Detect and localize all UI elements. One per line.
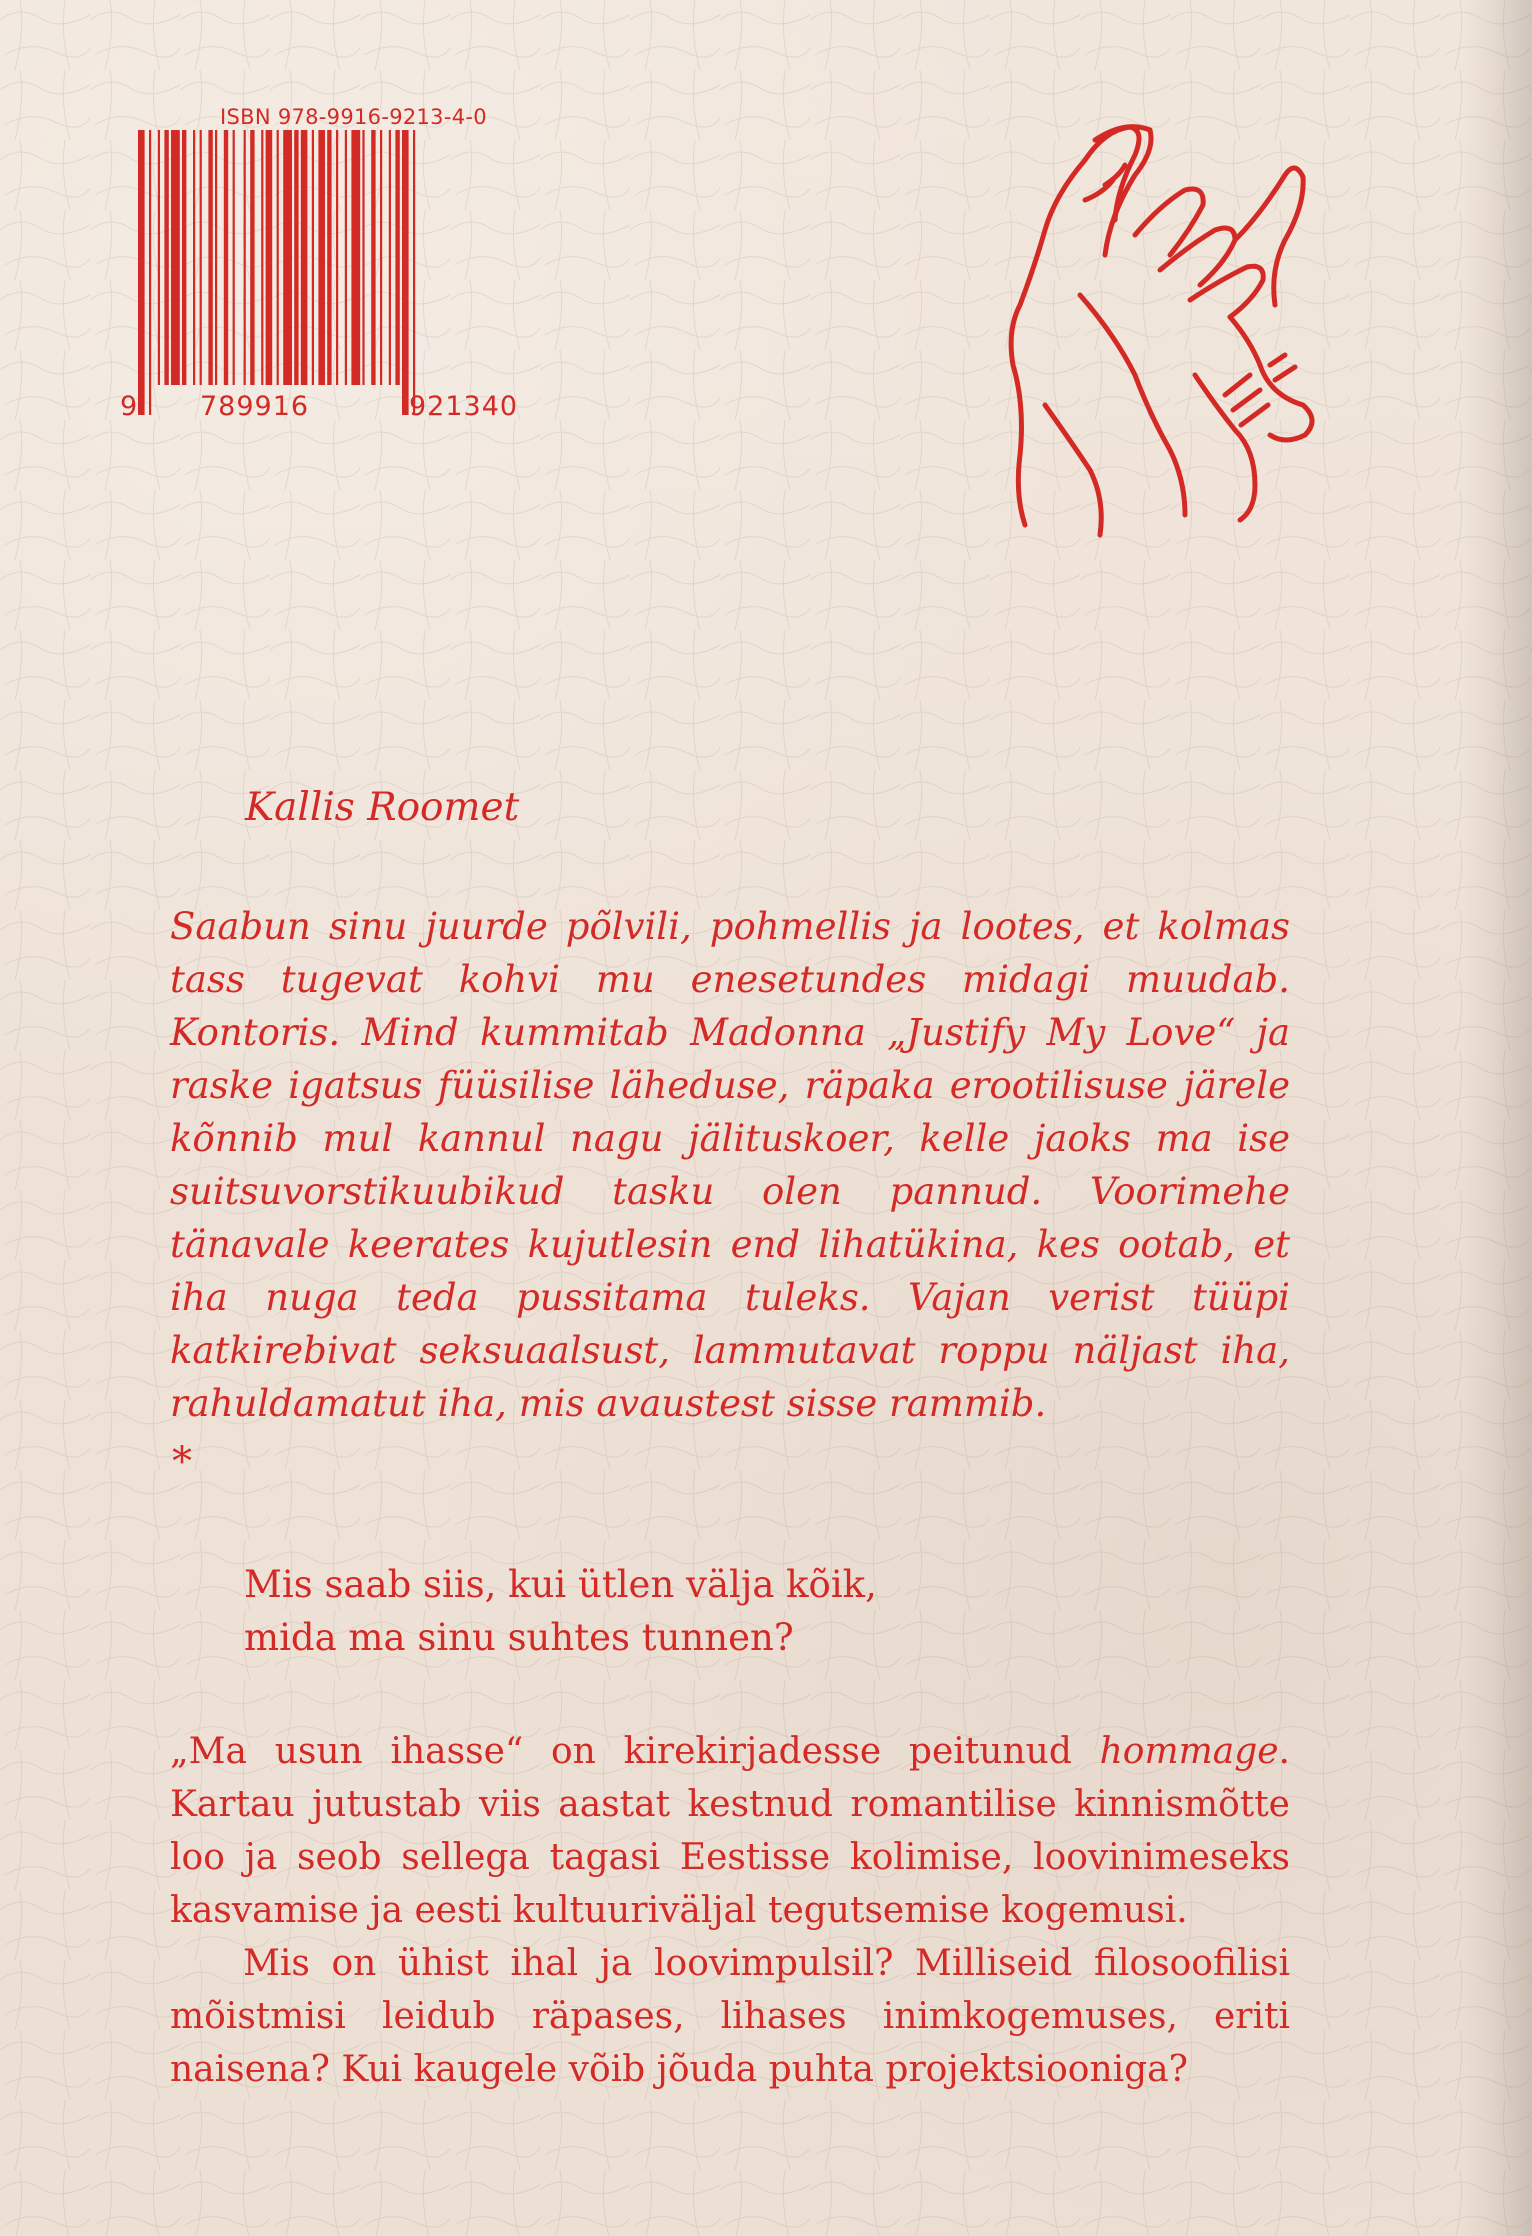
blurb-p1-end: . Kartau jutustab viis aastat kestnud romantilise kinnismõtte loo ja seob sellega tagasi Eestisse kolimise, loovinimeseks kasvamise ja eesti kultuuriväljal tegutsemise kogemusi.: [170, 1731, 1290, 1931]
barcode-bar: [351, 130, 360, 385]
blurb-paragraph-1: [170, 1725, 1290, 1937]
poem-line-1: Mis saab siis, kui ütlen välja kõik,: [244, 1563, 877, 1606]
barcode-bar: [224, 130, 228, 385]
barcode-bar: [294, 130, 298, 385]
barcode-bar: [395, 130, 399, 385]
barcode-bar: [301, 130, 308, 385]
barcode-bar: [318, 130, 325, 385]
barcode-bar: [250, 130, 254, 385]
blurb-paragraph-2: Mis on ühist ihal ja loovimpulsil? Milliseid filosoofilisi mõistmisi leidub räpases, lihases inimkogemuses, eriti naisena? Kui kaugele võib jõuda puhta projektsiooniga?: [170, 1943, 1290, 2090]
letter-excerpt: Saabun sinu juurde põlvili, pohmellis ja lootes, et kolmas tass tugevat kohvi mu enesetundes midagi muudab. Kontoris. Mind kummitab Madonna „Justify My Love“ ja raske igatsus füüsilise läheduse, räpaka erootilisuse järele kõnnib mul kannul nagu jälituskoer, kelle jaoks ma ise suitsuvorstikuubikud tasku olen pannud. Voorimehe tänavale keerates kujutlesin end lihatükina, kes ootab, et iha nuga teda pussitama tuleks. Vajan verist tüüpi katkirebivat seksuaalsust, lammutavat roppu näljast iha, rahuldamatut iha, mis avaustest sisse rammib.: [170, 905, 1290, 1425]
poem-line-2: mida ma sinu suhtes tunnen?: [244, 1616, 794, 1659]
barcode-bar: [312, 130, 314, 385]
barcode-bar: [171, 130, 180, 385]
barcode-bar: [158, 130, 160, 385]
barcode-bar: [193, 130, 195, 385]
section-separator: *: [172, 1439, 192, 1485]
blurb-p1-start: „Ma usun ihasse“ on kirekirjadesse peitunud: [170, 1731, 1100, 1772]
barcode-bar: [413, 130, 415, 415]
barcode-bar: [215, 130, 217, 385]
barcode-bar: [233, 130, 235, 385]
barcode-bar: [283, 130, 292, 385]
barcode-bar: [208, 130, 212, 385]
barcode-bar: [277, 130, 279, 385]
isbn-label: ISBN 978-9916-9213-4-0: [220, 105, 487, 129]
barcode-bar: [389, 130, 391, 385]
barcode-bar: [182, 130, 186, 385]
barcode-bar: [244, 130, 246, 385]
barcode-bar: [200, 130, 202, 385]
barcode-bar: [371, 130, 375, 385]
praying-hands-icon: [985, 105, 1340, 560]
barcode-bars: [120, 130, 570, 420]
barcode-bar: [380, 130, 382, 385]
barcode-bar: [266, 130, 273, 385]
barcode-bar: [261, 130, 263, 385]
poem-excerpt: [244, 1558, 877, 1664]
book-blurb: [170, 1725, 1290, 2096]
barcode-bar: [327, 130, 331, 385]
barcode-left-digits: 789916: [200, 391, 310, 422]
barcode-bar: [362, 130, 364, 385]
blurb-p1-emphasis: hommage: [1099, 1731, 1279, 1772]
letter-greeting: Kallis Roomet: [245, 785, 520, 830]
barcode-first-digit: 9: [120, 391, 139, 422]
barcode-bar: [336, 130, 338, 385]
isbn-barcode: [120, 105, 570, 425]
barcode-bar: [345, 130, 347, 385]
barcode-bar: [138, 130, 145, 415]
barcode-bar: [164, 130, 168, 385]
barcode-bar: [149, 130, 151, 415]
barcode-bar: [402, 130, 409, 415]
barcode-right-digits: 921340: [409, 391, 519, 422]
spine-shadow: [1462, 0, 1532, 2236]
